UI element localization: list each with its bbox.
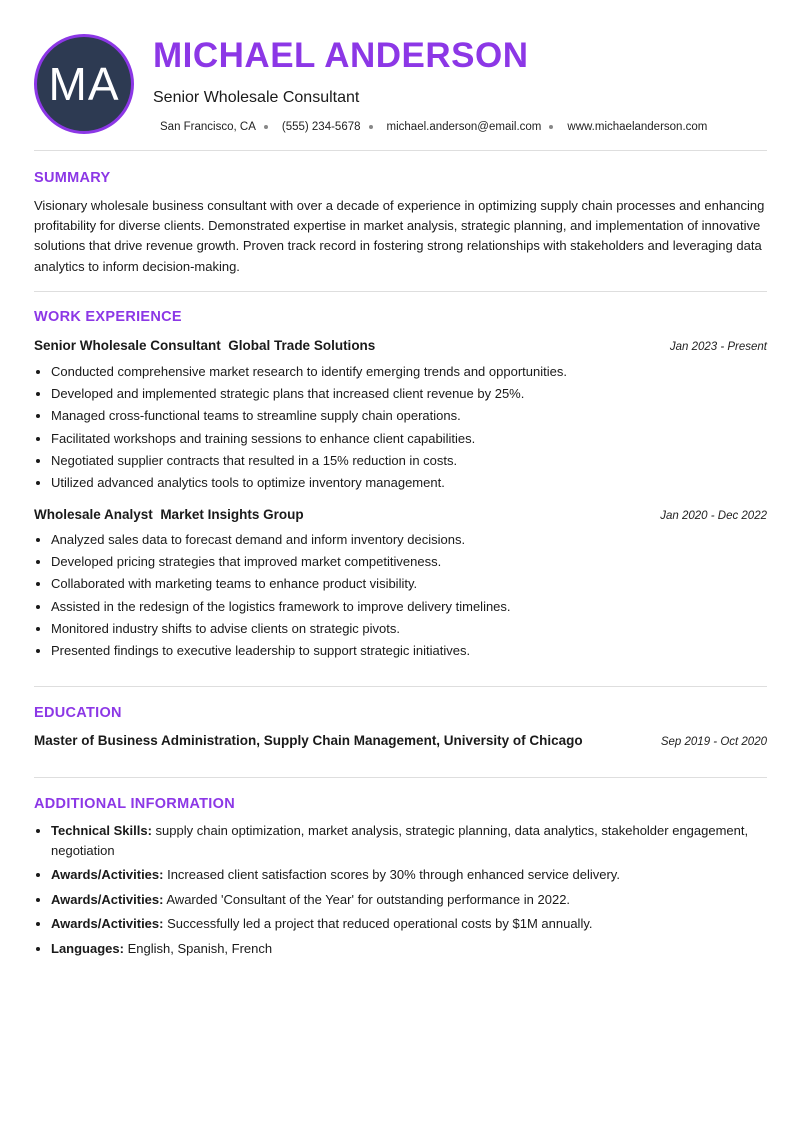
education-degree: Master of Business Administration, Supply Chain Management, University of Chicago bbox=[34, 733, 583, 748]
education-heading: EDUCATION bbox=[34, 705, 122, 721]
avatar bbox=[34, 34, 134, 134]
item-text: English, Spanish, French bbox=[127, 940, 273, 956]
summary-text: Visionary wholesale business consultant with over a decade of experience in optimizing supply chain processes and enhancing profitability for diverse clients. Demonstrated expertise in market analysis, strategic planning, and implementation of innovative solutions that drive revenue growth. Proven track record in fostering strong relationships with stakeholders and leveraging data analytics to inform decision-making. bbox=[34, 198, 765, 274]
separator-dot bbox=[369, 125, 373, 129]
list-item bbox=[51, 865, 784, 885]
job-header bbox=[34, 507, 767, 522]
additional-heading: ADDITIONAL INFORMATION bbox=[34, 796, 235, 812]
contact-website[interactable]: www.michaelanderson.com bbox=[567, 121, 708, 133]
job-role: Senior Wholesale Consultant bbox=[34, 338, 221, 353]
education-entry bbox=[34, 733, 767, 748]
contact-info bbox=[160, 121, 707, 133]
divider bbox=[34, 150, 767, 151]
item-label: Technical Skills: bbox=[51, 823, 152, 838]
divider bbox=[34, 291, 767, 292]
list-item bbox=[51, 914, 784, 934]
list-item: • Facilitated workshops and training sessions to enhance client capabilities. bbox=[51, 428, 784, 450]
additional-list bbox=[34, 821, 784, 963]
list-item: • Utilized advanced analytics tools to optimize inventory management. bbox=[51, 472, 784, 494]
item-label: Awards/Activities: bbox=[51, 867, 164, 882]
list-item bbox=[51, 821, 784, 860]
list-item: • Negotiated supplier contracts that resulted in a 15% reduction in costs. bbox=[51, 450, 784, 472]
experience-heading: WORK EXPERIENCE bbox=[34, 309, 182, 325]
list-item bbox=[51, 890, 784, 910]
job-title-line bbox=[34, 338, 375, 353]
job-bullets bbox=[34, 529, 784, 662]
separator-dot bbox=[264, 125, 268, 129]
divider bbox=[34, 686, 767, 687]
divider bbox=[34, 777, 767, 778]
contact-email[interactable]: michael.anderson@email.com bbox=[386, 121, 542, 133]
job-role: Wholesale Analyst bbox=[34, 507, 153, 522]
job-header bbox=[34, 338, 767, 353]
item-text: Increased client satisfaction scores by 30% through enhanced service delivery. bbox=[167, 867, 620, 882]
candidate-title: Senior Wholesale Consultant bbox=[153, 89, 360, 106]
list-item: • Developed and implemented strategic plans that increased client revenue by 25%. bbox=[51, 383, 784, 405]
avatar-initials: MA bbox=[48, 58, 120, 110]
item-text: supply chain optimization, market analysis, strategic planning, data analytics, stakeholder engagement, negotiation bbox=[51, 823, 749, 858]
item-text: Successfully led a project that reduced operational costs by $1M annually. bbox=[167, 916, 593, 931]
list-item: • Presented findings to executive leadership to support strategic initiatives. bbox=[51, 640, 784, 662]
list-item bbox=[51, 939, 784, 959]
contact-phone: (555) 234-5678 bbox=[281, 121, 361, 133]
summary-heading: SUMMARY bbox=[34, 170, 111, 186]
list-item: • Developed pricing strategies that improved market competitiveness. bbox=[51, 551, 784, 573]
list-item: • Assisted in the redesign of the logistics framework to improve delivery timelines. bbox=[51, 596, 784, 618]
candidate-name: MICHAEL ANDERSON bbox=[153, 36, 529, 75]
separator-dot bbox=[549, 125, 553, 129]
list-item: • Conducted comprehensive market research to identify emerging trends and opportunities. bbox=[51, 361, 784, 383]
job-dates: Jan 2023 - Present bbox=[669, 341, 767, 353]
item-text: Awarded 'Consultant of the Year' for outstanding performance in 2022. bbox=[166, 891, 571, 907]
job-bullets bbox=[34, 361, 784, 494]
list-item: • Monitored industry shifts to advise clients on strategic pivots. bbox=[51, 618, 784, 640]
list-item: • Collaborated with marketing teams to enhance product visibility. bbox=[51, 573, 784, 595]
item-label: Awards/Activities: bbox=[51, 916, 164, 931]
list-item: • Analyzed sales data to forecast demand and inform inventory decisions. bbox=[51, 529, 784, 551]
job-company: Market Insights Group bbox=[160, 507, 304, 522]
contact-location: San Francisco, CA bbox=[160, 121, 256, 133]
list-item: • Managed cross-functional teams to streamline supply chain operations. bbox=[51, 405, 784, 427]
item-label: Awards/Activities: bbox=[51, 891, 164, 907]
job-company: Global Trade Solutions bbox=[228, 338, 376, 353]
item-label: Languages: bbox=[51, 940, 124, 956]
job-title-line bbox=[34, 507, 304, 522]
education-dates: Sep 2019 - Oct 2020 bbox=[660, 736, 767, 748]
job-dates: Jan 2020 - Dec 2022 bbox=[660, 510, 767, 522]
